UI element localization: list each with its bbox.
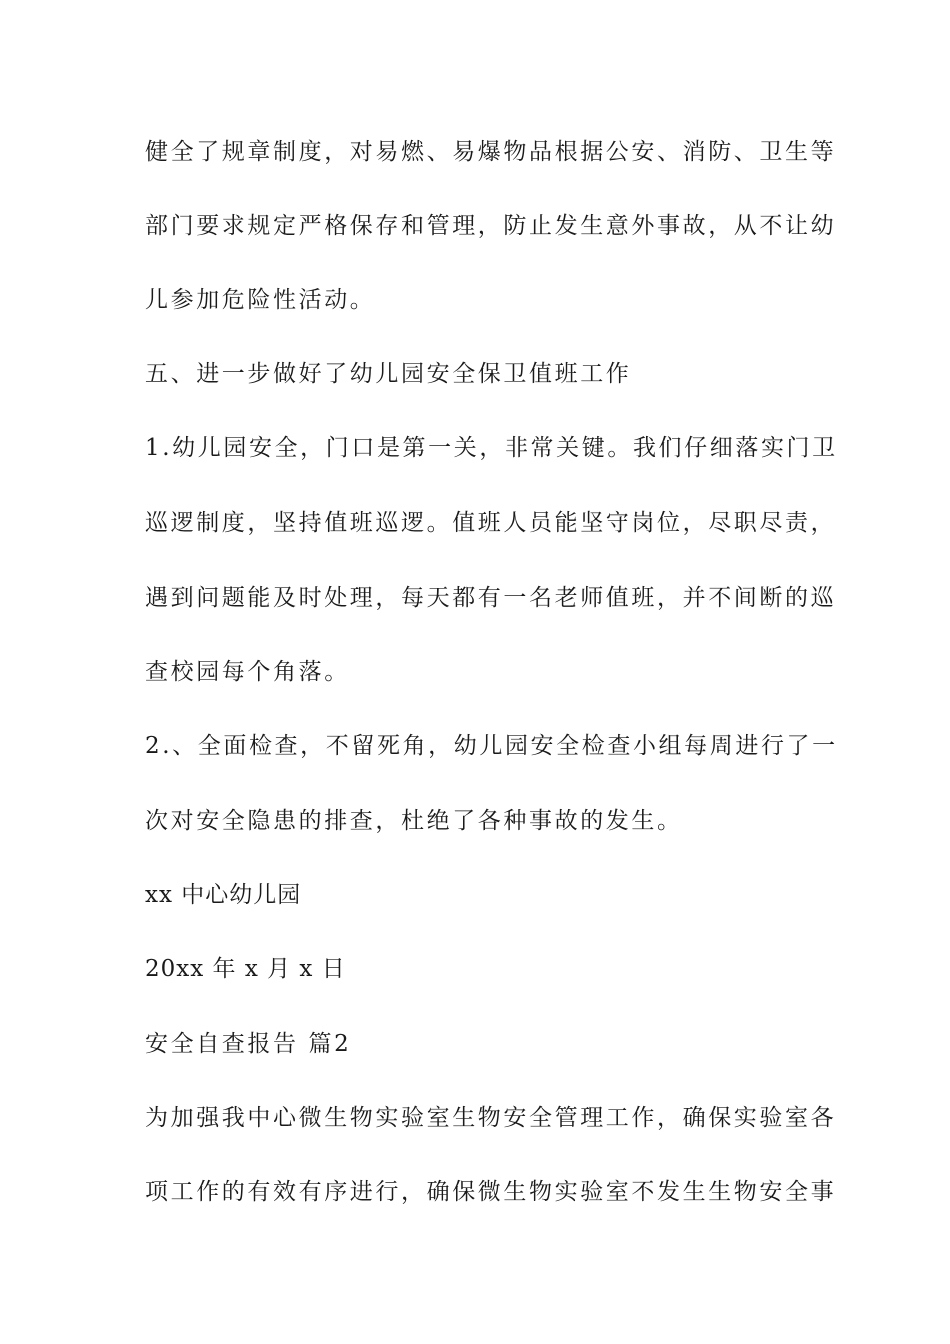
section-heading: 五、进一步做好了幼儿园安全保卫值班工作 (145, 361, 632, 387)
paragraph-line: 项工作的有效有序进行，确保微生物实验室不发生生物安全事 (145, 1179, 837, 1205)
paragraph-line: 健全了规章制度，对易燃、易爆物品根据公安、消防、卫生等 (145, 139, 837, 165)
signature-date: 20xx 年 x 月 x 日 (145, 956, 346, 982)
paragraph-line: 儿参加危险性活动。 (145, 287, 376, 313)
paragraph-line: 为加强我中心微生物实验室生物安全管理工作，确保实验室各 (145, 1105, 837, 1131)
paragraph-line: 2.、全面检查，不留死角，幼儿园安全检查小组每周进行了一 (145, 733, 838, 759)
signature-organization: xx 中心幼儿园 (145, 882, 302, 908)
report-title: 安全自查报告 篇2 (145, 1031, 352, 1057)
paragraph-line: 部门要求规定严格保存和管理，防止发生意外事故，从不让幼 (145, 213, 837, 239)
paragraph-line: 1.幼儿园安全，门口是第一关，非常关键。我们仔细落实门卫 (145, 435, 838, 461)
paragraph-line: 查校园每个角落。 (145, 659, 350, 685)
paragraph-line: 巡逻制度，坚持值班巡逻。值班人员能坚守岗位，尽职尽责， (145, 510, 837, 536)
paragraph-line: 遇到问题能及时处理，每天都有一名老师值班，并不间断的巡 (145, 585, 837, 611)
paragraph-line: 次对安全隐患的排查，杜绝了各种事故的发生。 (145, 808, 683, 834)
